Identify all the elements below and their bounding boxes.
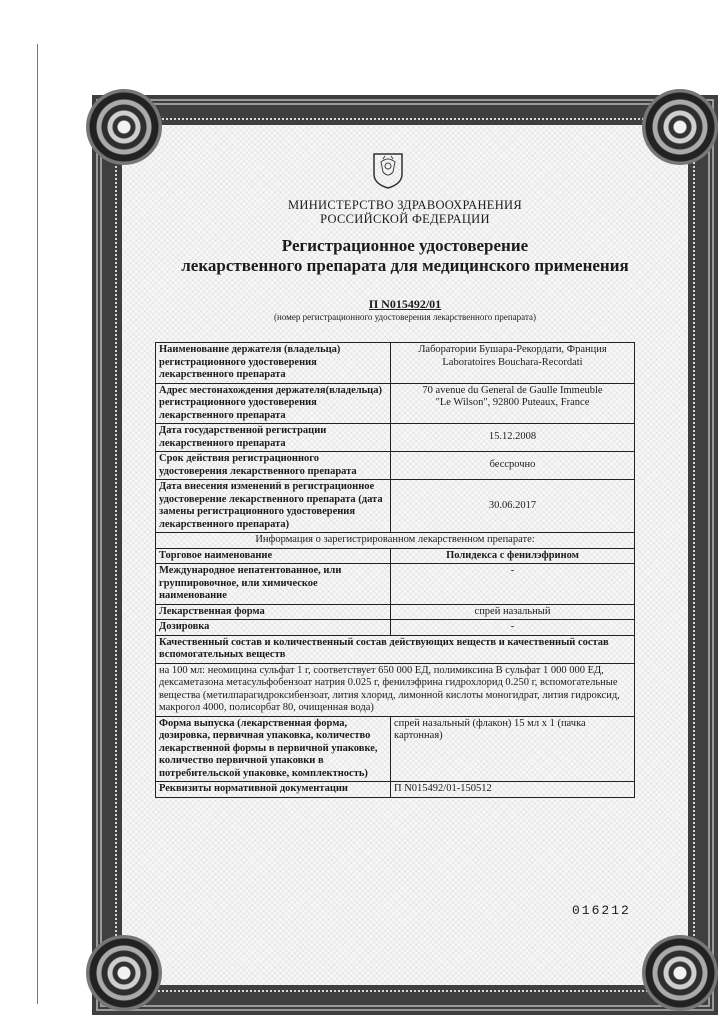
- table-row: [156, 663, 635, 716]
- registration-caption: (номер регистрационного удостоверения лекарственного препарата): [274, 312, 536, 322]
- address-value: [391, 383, 635, 424]
- release-form-value: спрей назальный (флакон) 15 мл х 1 (пачка картонная): [391, 716, 635, 782]
- document-title: Регистрационное удостоверение: [281, 236, 529, 255]
- composition-label: Качественный состав и количественный состав действующих веществ и качественный состав вспомогательных веществ: [156, 635, 635, 663]
- info-header: Информация о зарегистрированном лекарственном препарате:: [156, 533, 635, 549]
- table-row: [156, 620, 635, 636]
- ministry-line-1: МИНИСТЕРСТВО ЗДРАВООХРАНЕНИЯ: [287, 198, 523, 212]
- address-label: Адрес местонахождения держателя(владельца) регистрационного удостоверения лекарственного препарата: [156, 383, 391, 424]
- address-line-2: "Le Wilson", 92800 Puteaux, France: [435, 397, 590, 408]
- certificate-table: [155, 342, 635, 798]
- reg-date-label: Дата государственной регистрации лекарственного препарата: [156, 424, 391, 452]
- table-row: [156, 548, 635, 564]
- table-row: [156, 782, 635, 798]
- registration-number: П N015492/01: [368, 297, 442, 311]
- table-row: [156, 383, 635, 424]
- dosage-value: -: [391, 620, 635, 636]
- validity-value: бессрочно: [391, 452, 635, 480]
- table-row: [156, 564, 635, 605]
- holder-value-ru: Лаборатории Бушара-Рекордати, Франция: [418, 344, 607, 355]
- norm-docs-label: Реквизиты нормативной документации: [156, 782, 391, 798]
- inn-label: Международное непатентованное, или группировочное, или химическое наименование: [156, 564, 391, 605]
- trade-name-value: Полидекса с фенилэфрином: [391, 548, 635, 564]
- corner-rosette: [86, 935, 162, 1011]
- norm-docs-value: П N015492/01-150512: [391, 782, 635, 798]
- document-subtitle: лекарственного препарата для медицинского применения: [181, 256, 629, 275]
- reg-date-value: 15.12.2008: [391, 424, 635, 452]
- dosage-label: Дозировка: [156, 620, 391, 636]
- inn-value: -: [391, 564, 635, 605]
- holder-value: [391, 343, 635, 384]
- ministry-line-2: РОССИЙСКОЙ ФЕДЕРАЦИИ: [320, 212, 490, 226]
- table-row: [156, 452, 635, 480]
- form-value: спрей назальный: [391, 604, 635, 620]
- table-row: [156, 480, 635, 533]
- table-row: [156, 604, 635, 620]
- address-line-1: 70 avenue du General de Gaulle Immeuble: [422, 384, 603, 396]
- table-row: [156, 716, 635, 782]
- composition-value: на 100 мл: неомицина сульфат 1 г, соответствует 650 000 ЕД, полимиксина В сульфат 1 000 000 ЕД, дексаметазона метасульфобензоат натрия 0.025 г, фенилэфрина гидрохлорид 0.250 г, вспомогательные вещества (метилпарагидроксибензоат, лития хлорид, лимонной кислоты моногидрат, лития гидроксид, макрогол 4000, полисорбат 80, очищенная вода): [156, 663, 635, 716]
- trade-name-label: Торговое наименование: [156, 548, 391, 564]
- table-row: [156, 533, 635, 549]
- serial-number: 016212: [572, 903, 631, 918]
- corner-rosette: [642, 935, 718, 1011]
- holder-value-lat: Laboratoires Bouchara-Recordati: [442, 356, 583, 368]
- table-row: [156, 343, 635, 384]
- changes-label: Дата внесения изменений в регистрационное удостоверение лекарственного препарата (дата замены регистрационного удостоверения лекарственного препарата): [156, 480, 391, 533]
- table-row: [156, 424, 635, 452]
- release-form-label: Форма выпуска (лекарственная форма, дозировка, первичная упаковка, количество лекарственной формы в первичной упаковке, количество первичной упаковки в потребительской упаковке, комплектность): [156, 716, 391, 782]
- coat-of-arms-icon: [371, 150, 405, 190]
- changes-value: 30.06.2017: [391, 480, 635, 533]
- table-row: [156, 635, 635, 663]
- holder-label: Наименование держателя (владельца) регистрационного удостоверения лекарственного препарата: [156, 343, 391, 384]
- form-label: Лекарственная форма: [156, 604, 391, 620]
- scan-edge-line: [37, 44, 38, 1004]
- corner-rosette: [86, 89, 162, 165]
- validity-label: Срок действия регистрационного удостоверения лекарственного препарата: [156, 452, 391, 480]
- corner-rosette: [642, 89, 718, 165]
